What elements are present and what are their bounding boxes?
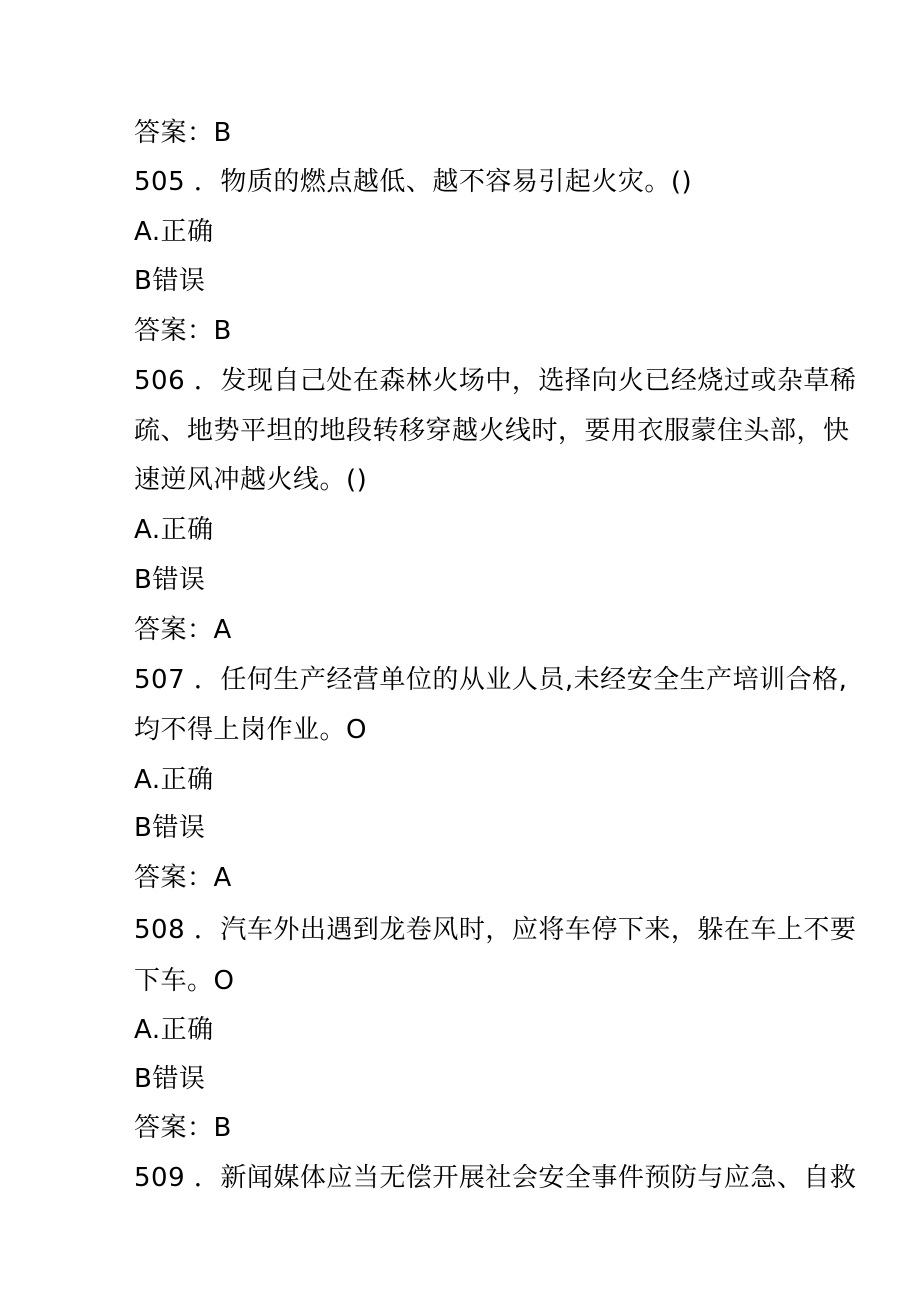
answer-line: 答案：A — [134, 615, 232, 645]
question-508-cont: 下车。O — [134, 966, 235, 996]
option-b: B错误 — [134, 813, 206, 843]
question-508: 508 ．汽车外出遇到龙卷风时，应将车停下来，躲在车上不要 — [134, 915, 857, 945]
answer-line: 答案：B — [134, 118, 232, 148]
option-b: B错误 — [134, 565, 206, 595]
question-509: 509 ．新闻媒体应当无偿开展社会安全事件预防与应急、自救 — [134, 1163, 857, 1193]
option-b: B错误 — [134, 1064, 206, 1094]
answer-line: 答案：A — [134, 863, 232, 893]
question-507: 507 ．任何生产经营单位的从业人员,未经安全生产培训合格, — [134, 665, 848, 695]
question-505: 505 ．物质的燃点越低、越不容易引起火灾。() — [134, 167, 693, 197]
option-a: A.正确 — [134, 217, 214, 247]
option-b: B错误 — [134, 266, 206, 296]
option-a: A.正确 — [134, 765, 214, 795]
question-506-cont: 疏、地势平坦的地段转移穿越火线时，要用衣服蒙住头部，快 — [134, 416, 850, 446]
question-506-cont: 速逆风冲越火线。() — [134, 465, 368, 495]
answer-line: 答案：B — [134, 316, 232, 346]
question-506: 506 ．发现自己处在森林火场中，选择向火已经烧过或杂草稀 — [134, 366, 857, 396]
option-a: A.正确 — [134, 1015, 214, 1045]
answer-line: 答案：B — [134, 1113, 232, 1143]
question-507-cont: 均不得上岗作业。O — [134, 715, 367, 745]
option-a: A.正确 — [134, 515, 214, 545]
